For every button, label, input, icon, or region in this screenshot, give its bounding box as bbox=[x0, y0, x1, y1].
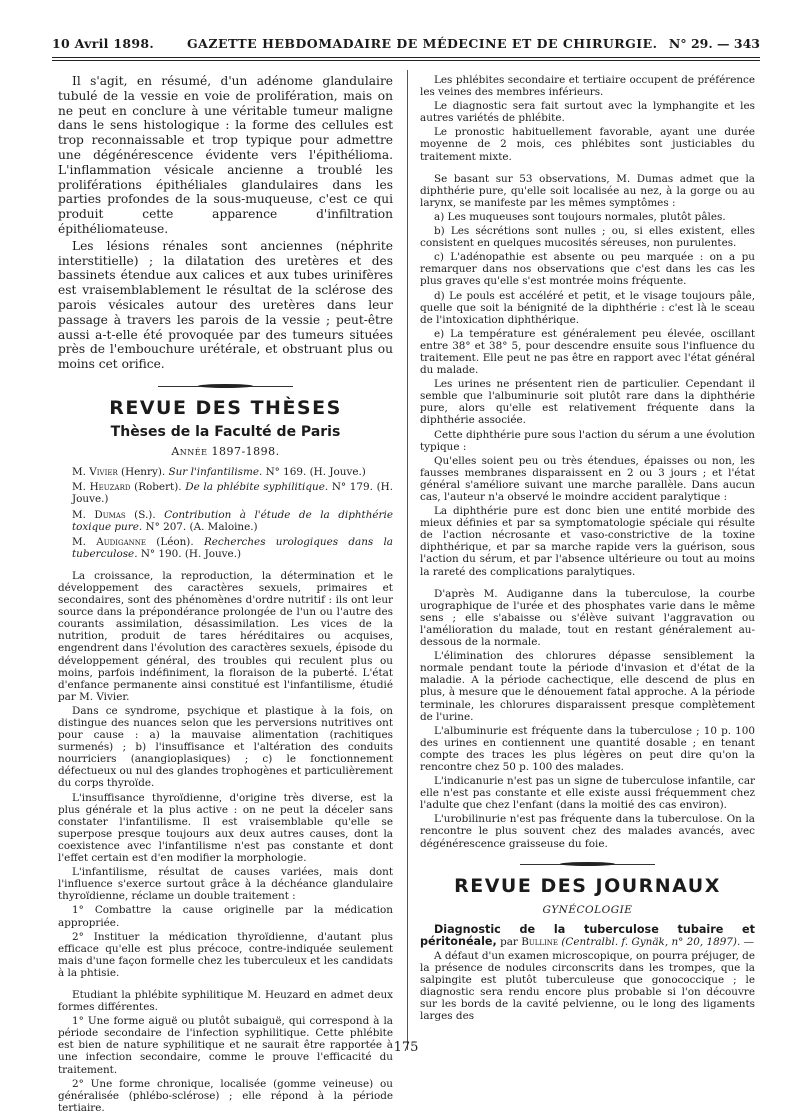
thesis-title: Recherches urologiques dans la tuberculose. bbox=[72, 535, 393, 560]
thesis-author-detail: (Robert). bbox=[130, 481, 186, 494]
paragraph: La croissance, la reproduction, la détermination et le développement des caractères sexuels, primaires et secondaires, sont des phénomènes d'ordre nutritif : ils ont leur source dans la prépondérance prolongée de l'un ou l'autre des courants assimilation, désassimilation. Les vices de la nutrition, produit de tares héréditaires ou acquises, engendrent dans l'évolution des caractères sexuels, épisode du développement général, des troubles qui reculent plus ou moins, parfois indéfiniment, la floraison de la puberté. L'état d'enfance permanente ainsi constitué est l'infantilisme, étudié par M. Vivier. bbox=[58, 569, 393, 703]
section-heading-theses: REVUE DES THÈSES bbox=[109, 396, 342, 419]
paragraph: a) Les muqueuses sont toujours normales, plutôt pâles. bbox=[434, 210, 726, 223]
thesis-author-detail: (S.). bbox=[125, 508, 165, 521]
paragraph: Les urines ne présentent rien de particulier. Cependant il semble que l'albuminurie soit plutôt rare dans la diphthérie pure, alors qu'elle est relativement fréquente dans la diphthérie associée. bbox=[420, 378, 755, 427]
header-rule-secondary bbox=[52, 60, 760, 61]
issue-page-number: N° 29. — 343 bbox=[668, 36, 760, 51]
paragraph: Le pronostic habituellement favorable, ayant une durée moyenne de 2 mois, ces phlébites sont justiciables du traitement mixte. bbox=[420, 126, 755, 163]
article-by: par bbox=[496, 935, 522, 948]
header-date: 10 Avril 1898. bbox=[52, 36, 154, 51]
thesis-publisher: N° 207. (A. Maloine.) bbox=[142, 520, 258, 533]
thesis-publisher: N° 190. (H. Jouve.) bbox=[137, 547, 242, 560]
paragraph: 2° Instituer la médication thyroïdienne, d'autant plus efficace qu'elle est plus précoce, contre-indiquée seulement mais d'une façon formelle chez les tuberculeux et les candidats à la phtisie. bbox=[58, 930, 393, 979]
paragraph: L'albuminurie est fréquente dans la tuberculose ; 10 p. 100 des urines en contiennent une quantité dosable ; en tenant compte des traces les plus légères on peut dire qu'on la rencontre chez 50 p. 100 des malades. bbox=[420, 724, 755, 773]
paragraph: Les lésions rénales sont anciennes (néphrite interstitielle) ; la dilatation des uretères et des bassinets étendue aux calices et aux tubes urinifères est vraisemblablement le résultat de la sclérose des parois vésicales autour des uretères dans leur passage à travers les parois de la vessie ; peut-être aussi a-t-elle été provoquée par des tumeurs situées près de l'embouchure urétérale, et obstruant plus ou moins cet orifice. bbox=[58, 238, 393, 372]
thesis-author: M. Vivier bbox=[72, 466, 118, 479]
thesis-title: Sur l'infantilisme. bbox=[168, 466, 263, 479]
paragraph: d) Le pouls est accéléré et petit, et le visage toujours pâle, quelle que soit la bénignité de la diphthérie : c'est là le sceau de l'intoxication diphthérique. bbox=[420, 289, 755, 326]
paragraph: L'élimination des chlorures dépasse sensiblement la normale pendant toute la période d'invasion et d'état de la maladie. A la période cachectique, elle descend de plus en plus, à mesure que le dénouement fatal approche. A la période terminale, les chlorures disparaissent presque complètement de l'urine. bbox=[420, 650, 755, 723]
paragraph: Se basant sur 53 observations, M. Dumas admet que la diphthérie pure, qu'elle soit localisée au nez, à la gorge ou au larynx, se manifeste par les mêmes symptômes : bbox=[420, 172, 755, 209]
page-number: 175 bbox=[393, 1040, 419, 1055]
left-column bbox=[58, 74, 393, 1116]
academic-year: Année 1897-1898. bbox=[171, 445, 280, 459]
paragraph: b) Les sécrétions sont nulles ; ou, si elles existent, elles consistent en quelques mucosités séreuses, non purulentes. bbox=[420, 225, 755, 250]
running-header bbox=[52, 30, 760, 56]
paragraph: D'après M. Audiganne dans la tuberculose, la courbe urographique de l'urée et des phosphates varie dans le même sens ; elle s'abaisse ou s'élève suivant l'aggravation ou l'amélioration du malade, tout en restant généralement au-dessous de la normale. bbox=[420, 587, 755, 649]
journal-page bbox=[52, 30, 760, 1114]
thesis-author: M. Heuzard bbox=[72, 481, 131, 494]
paragraph: Qu'elles soient peu ou très étendues, épaisses ou non, les fausses membranes disparaissent en 2 ou 3 jours ; et l'état général s'améliore suivant une marche parallèle. Dans aucun cas, l'auteur n'a observé le moindre accident paralytique : bbox=[420, 454, 755, 503]
thesis-publisher: N° 179. (H. Jouve.) bbox=[72, 481, 393, 506]
paragraph: L'infantilisme, résultat de causes variées, mais dont l'influence s'exerce surtout grâce à la déchéance glandulaire thyroïdienne, réclame un double traitement : bbox=[58, 866, 393, 903]
article-source: (Centralbl. f. Gynäk, n° 20, 1897). — bbox=[558, 935, 754, 948]
paragraph: L'urobilinurie n'est pas fréquente dans la tuberculose. On la rencontre le plus souvent chez des malades avancés, avec dégénérescence graisseuse du foie. bbox=[420, 813, 755, 850]
paragraph: Le diagnostic sera fait surtout avec la lymphangite et les autres variétés de phlébite. bbox=[420, 100, 755, 125]
thesis-author: M. Dumas bbox=[72, 508, 126, 521]
paragraph: L'insuffisance thyroïdienne, d'origine très diverse, est la plus générale et la plus active : on ne peut la déceler sans constater l'infantilisme. Il est vraisemblable qu'elle se superpose presque toujours aux deux autres causes, dont la coexistence avec l'infantilisme n'est pas constante et dont l'effet certain est d'en modifier la morphologie. bbox=[58, 791, 393, 865]
paragraph: Dans ce syndrome, psychique et plastique à la fois, on distingue des nuances selon que les perversions nutritives ont pour cause : a) la mauvaise alimentation (rachitiques surmenés) ; b) l'insuffisance et l'altération des conduits nourriciers (anangioplasiques) ; c) le fonctionnement défectueux ou nul des glandes trophogènes et particulièrement du corps thyroïde. bbox=[58, 704, 393, 790]
ornamental-separator bbox=[420, 858, 755, 872]
paragraph: L'indicanurie n'est pas un signe de tuberculose infantile, car elle n'est pas constante et elle existe aussi fréquemment chez l'adulte que chez l'enfant (dans la moitié des cas environ). bbox=[420, 775, 755, 812]
thesis-title: Contribution à l'étude de la diphthérie toxique pure. bbox=[72, 508, 393, 533]
paragraph: Il s'agit, en résumé, d'un adénome glandulaire tubulé de la vessie en voie de prolifération, mais on ne peut en conclure à une véritable tumeur maligne dans le sens histologique : la forme des cellules est trop reconnaissable et trop typique pour admettre une dégénérescence évidente vers l'épithélioma. L'inflammation vésicale ancienne a troublé les proliférations épithéliales glandulaires dans les parties profondes de la sous-muqueuse, c'est ce qui produit cette apparence d'infiltration épithéliomateuse. bbox=[58, 74, 393, 236]
thesis-author-detail: (Léon). bbox=[146, 535, 204, 548]
thesis-publisher: N° 169. (H. Jouve.) bbox=[262, 466, 366, 479]
subsection-heading: Thèses de la Faculté de Paris bbox=[110, 424, 341, 441]
thesis-title: De la phlébite syphilitique. bbox=[185, 481, 329, 494]
paragraph: e) La température est généralement peu élevée, oscillant entre 38° et 38° 5, pour descendre ensuite sous l'influence du traitement. Elle peut ne pas être en rapport avec l'état général du malade. bbox=[420, 327, 755, 377]
thesis-author: M. Audiganne bbox=[72, 535, 146, 548]
paragraph: 2° Une forme chronique, localisée (gomme veineuse) ou généralisée (phlébo-sclérose) ; elle répond à la période tertiaire. bbox=[58, 1077, 393, 1114]
paragraph: A défaut d'un examen microscopique, on pourra préjuger, de la présence de nodules circonscrits dans les trompes, que la salpingite est plutôt tuberculeuse que gonococcique ; le diagnostic sera rendu encore plus probable si l'on découvre sur les bords de la cavité pelvienne, ou le long des ligaments larges des bbox=[420, 950, 755, 1023]
paragraph: La diphthérie pure est donc bien une entité morbide des mieux définies et par sa symptomatologie spéciale qui résulte de l'action nécrosante et vaso-constrictive de la toxine diphthérique, et par sa marche rapide vers la guérison, sous l'action du sérum, et par l'absence ultérieure ou tout au moins la rareté des complications paralytiques. bbox=[420, 505, 755, 578]
thesis-reference bbox=[58, 536, 393, 560]
right-column bbox=[420, 74, 755, 1025]
thesis-reference bbox=[58, 481, 393, 505]
ornamental-separator bbox=[58, 380, 393, 394]
rubric-heading: GYNÉCOLOGIE bbox=[542, 903, 633, 916]
article-title: Diagnostic de la tuberculose tubaire et péritonéale, bbox=[420, 922, 755, 948]
paragraph: 1° Combattre la cause originelle par la médication appropriée. bbox=[58, 904, 393, 929]
paragraph: 1° Une forme aiguë ou plutôt subaiguë, qui correspond à la période secondaire de l'infection syphilitique. Cette phlébite est bien de nature syphilitique et ne saurait être rapportée à une infection secondaire, comme le prouve l'efficacité du traitement. bbox=[58, 1015, 393, 1076]
paragraph: Etudiant la phlébite syphilitique M. Heuzard en admet deux formes différentes. bbox=[58, 988, 393, 1014]
paragraph: Cette diphthérie pure sous l'action du sérum a une évolution typique : bbox=[420, 428, 755, 453]
paragraph: c) L'adénopathie est absente ou peu marquée : on a pu remarquer dans nos observations que c'est dans les cas les plus graves qu'elle s'est montrée moins fréquente. bbox=[420, 251, 755, 288]
article-header bbox=[420, 924, 755, 948]
thesis-reference bbox=[58, 466, 393, 478]
thesis-reference bbox=[58, 509, 393, 533]
header-rule bbox=[52, 57, 760, 58]
section-heading-journaux: REVUE DES JOURNAUX bbox=[454, 874, 721, 897]
article-author: Bulline bbox=[521, 935, 559, 948]
column-divider bbox=[407, 70, 408, 1050]
paragraph: Les phlébites secondaire et tertiaire occupent de préférence les veines des membres inférieurs. bbox=[420, 74, 755, 99]
journal-title: GAZETTE HEBDOMADAIRE DE MÉDECINE ET DE CHIRURGIE. bbox=[187, 36, 658, 51]
thesis-author-detail: (Henry). bbox=[117, 466, 169, 479]
